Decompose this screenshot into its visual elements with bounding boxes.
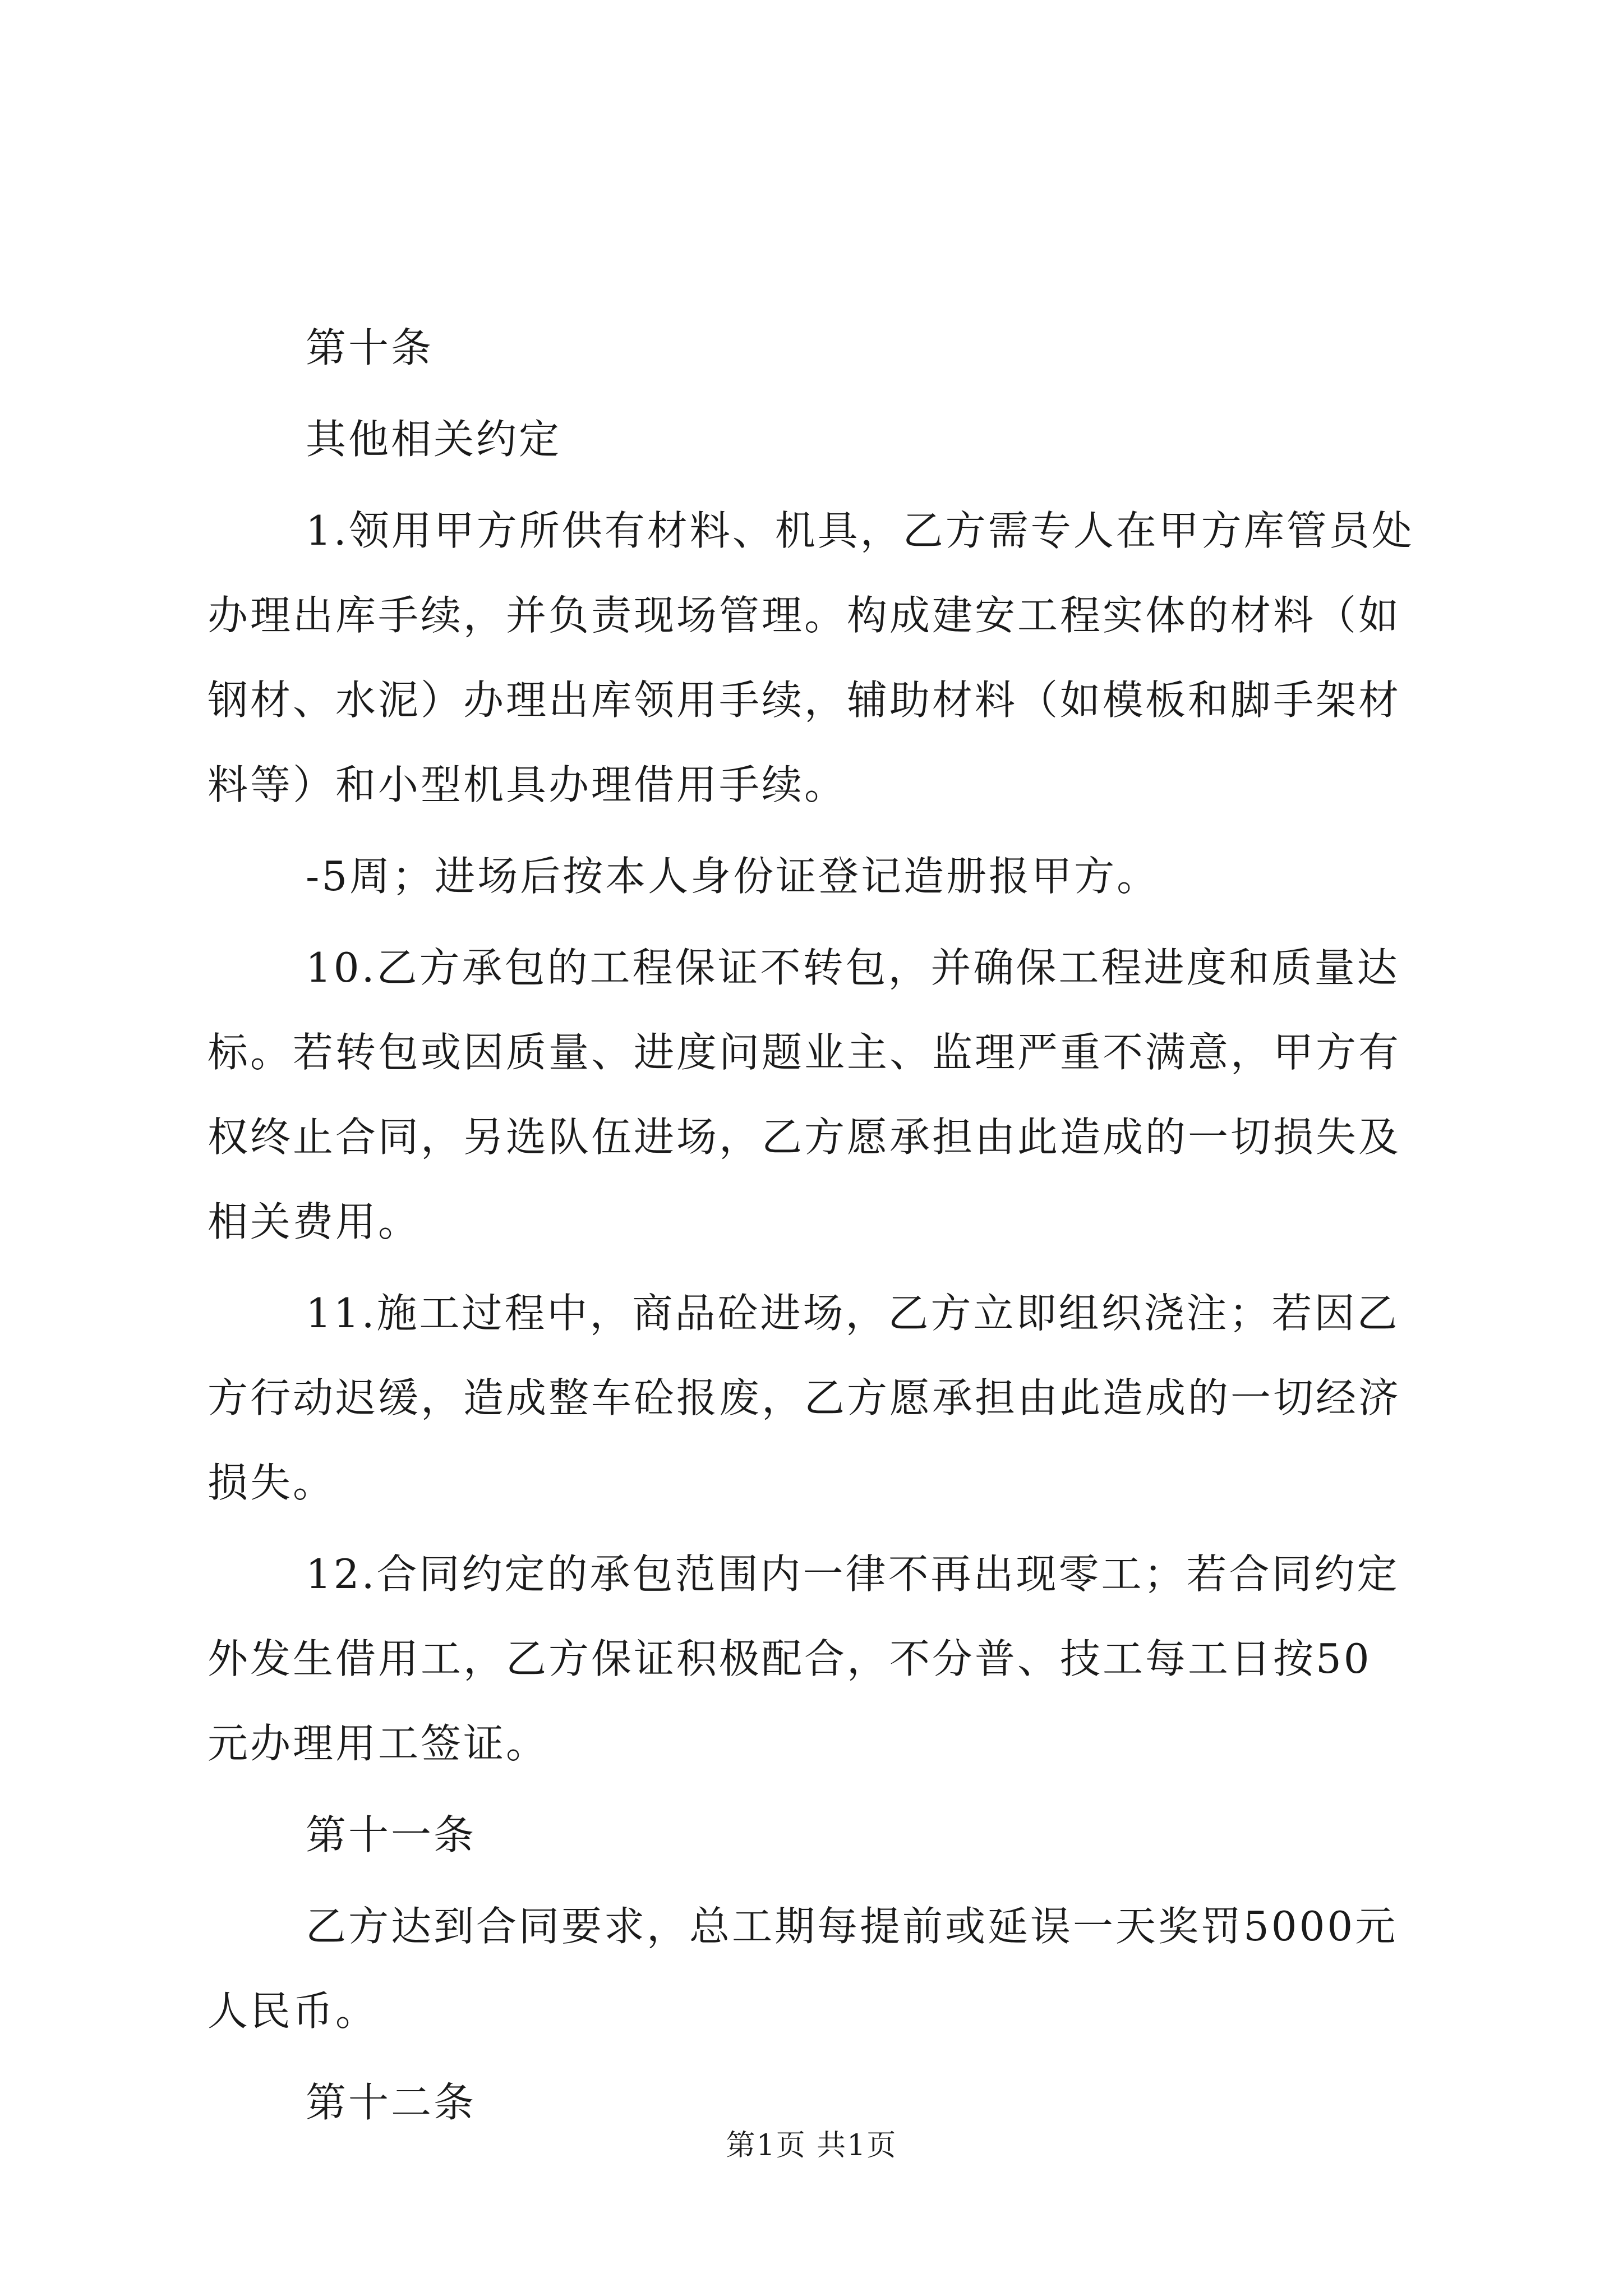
document-body (208, 306, 1430, 2145)
text-line: 钢材、水泥）办理出库领用手续，辅助材料（如模板和脚手架材 (208, 677, 1401, 724)
text-line: 相关费用。 (208, 1198, 421, 1245)
text-line: 损失。 (208, 1459, 336, 1506)
text-line: 办理出库手续，并负责现场管理。构成建安工程实体的材料（如 (208, 592, 1401, 639)
text-line: -5周；进场后按本人身份证登记造册报甲方。 (306, 853, 1160, 900)
article-heading: 第十条 (306, 324, 434, 371)
text-line: 权终止合同，另选队伍进场，乙方愿承担由此造成的一切损失及 (208, 1114, 1401, 1161)
text-line: 乙方达到合同要求，总工期每提前或延误一天奖罚5000元 (306, 1903, 1398, 1950)
article-heading: 第十二条 (306, 2079, 477, 2126)
text-line: 料等）和小型机具办理借用手续。 (208, 761, 847, 808)
article-heading: 第十一条 (306, 1811, 477, 1858)
text-line: 标。若转包或因质量、进度问题业主、监理严重不满意，甲方有 (208, 1029, 1401, 1076)
text-line: 外发生借用工，乙方保证积极配合，不分普、技工每工日按50 (208, 1635, 1372, 1682)
page-footer: 第1页 共1页 (726, 2129, 897, 2162)
text-line: 元办理用工签证。 (208, 1720, 549, 1767)
section-title: 其他相关约定 (306, 416, 562, 463)
text-line: 10.乙方承包的工程保证不转包，并确保工程进度和质量达 (306, 944, 1400, 991)
text-line: 人民币。 (208, 1987, 379, 2035)
text-line: 11.施工过程中，商品砼进场，乙方立即组织浇注；若因乙 (306, 1290, 1400, 1337)
text-line: 12.合同约定的承包范围内一律不再出现零工；若合同约定 (306, 1550, 1400, 1598)
text-line: 方行动迟缓，造成整车砼报废，乙方愿承担由此造成的一切经济 (208, 1374, 1401, 1421)
text-line: 1.领用甲方所供有材料、机具，乙方需专人在甲方库管员处 (306, 507, 1414, 554)
